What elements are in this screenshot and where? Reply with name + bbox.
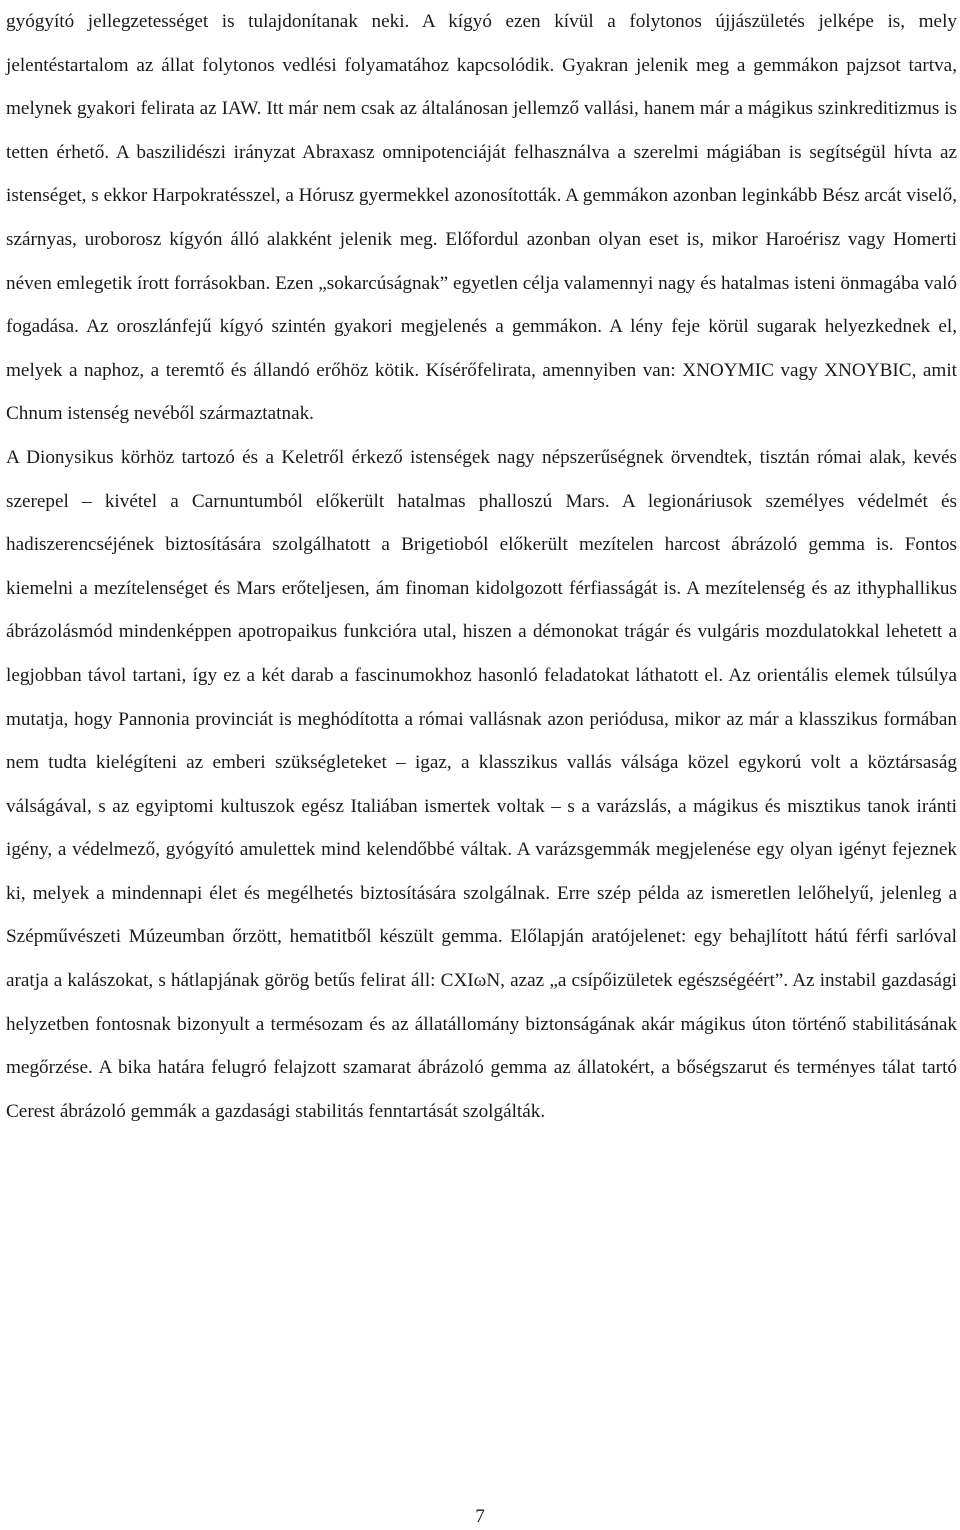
body-paragraph-2: A Dionysikus körhöz tartozó és a Keletről érkező istenségek nagy népszerűségnek örvendtek, tisztán római alak, kevés szerepel – kivétel a Carnuntumból előkerült hatalmas phalloszú Mars. A legionáriusok személyes védelmét és hadiszerencséjének biztosítására szolgálhatott a Brigetioból előkerült mezítelen harcost ábrázoló gemma is. Fontos kiemelni a mezítelenséget és Mars erőteljesen, ám finoman kidolgozott férfiasságát is. A mezítelenség és az ithyphallikus ábrázolásmód mindenképpen apotropaikus funkcióra utal, hiszen a démonokat trágár és vulgáris mozdulatokkal lehetett a legjobban távol tartani, így ez a két darab a fascinumokhoz hasonló feladatokat láthatott el. Az orientális elemek túlsúlya mutatja, hogy Pannonia provinciát is meghódította a római vallásnak azon periódusa, mikor az már a klasszikus formában nem tudta kielégíteni az emberi szükségleteket – igaz, a klasszikus vallás válsága közel egykorú volt a köztársaság válságával, s az egyiptomi kultuszok egész Italiában ismertek voltak – s a varázslás, a mágikus és misztikus tanok iránti igény, a védelmező, gyógyító amulettek mind kelendőbbé váltak. A varázsgemmák megjelenése egy olyan igényt fejeznek ki, melyek a mindennapi élet és megélhetés biztosítására szolgálnak. Erre szép példa az ismeretlen lelőhelyű, jelenleg a Szépművészeti Múzeumban őrzött, hematitből készült gemma. Előlapján aratójelenet: egy behajlított hátú férfi sarlóval aratja a kalászokat, s hátlapjának görög betűs felirat áll: CXIωN, azaz „a csípőizületek egészségéért”. Az instabil gazdasági helyzetben fontosnak bizonyult a termésozam és az állatállomány biztonságának akár mágikus úton történő stabilitásának megőrzése. A bika határa felugró felajzott szamarat ábrázoló gemma az állatokért, a bőségszarut és terményes tálat tartó Cerest ábrázoló gemmák a gazdasági stabilitás fenntartását szolgálták.	[6, 446, 957, 1122]
body-paragraph-1: gyógyító jellegzetességet is tulajdonítanak neki. A kígyó ezen kívül a folytonos újjászületés jelképe is, mely jelentéstartalom az állat folytonos vedlési folyamatához kapcsolódik. Gyakran jelenik meg a gemmákon pajzsot tartva, melynek gyakori felirata az IAW. Itt már nem csak az általánosan jellemző vallási, hanem már a mágikus szinkreditizmus is tetten érhető. A baszilidészi irányzat Abraxasz omnipotenciáját felhasználva a szerelmi mágiában is segítségül hívta az istenséget, s ekkor Harpokratésszel, a Hórusz gyermekkel azonosították. A gemmákon azonban leginkább Bész arcát viselő, szárnyas, uroborosz kígyón álló alakként jelenik meg. Előfordul azonban olyan eset is, mikor Haroérisz vagy Homerti néven emlegetik írott forrásokban. Ezen „sokarcúságnak” egyetlen célja valamennyi nagy és hatalmas isteni önmagába való fogadása. Az oroszlánfejű kígyó szintén gyakori megjelenés a gemmákon. A lény feje körül sugarak helyezkednek el, melyek a naphoz, a teremtő és állandó erőhöz kötik. Kísérőfelirata, amennyiben van: XNOYMIC vagy XNOYBIC, amit Chnum istenség nevéből származtatnak.	[6, 11, 958, 425]
page-number: 7	[475, 1506, 485, 1527]
document-page	[6, 0, 957, 1133]
